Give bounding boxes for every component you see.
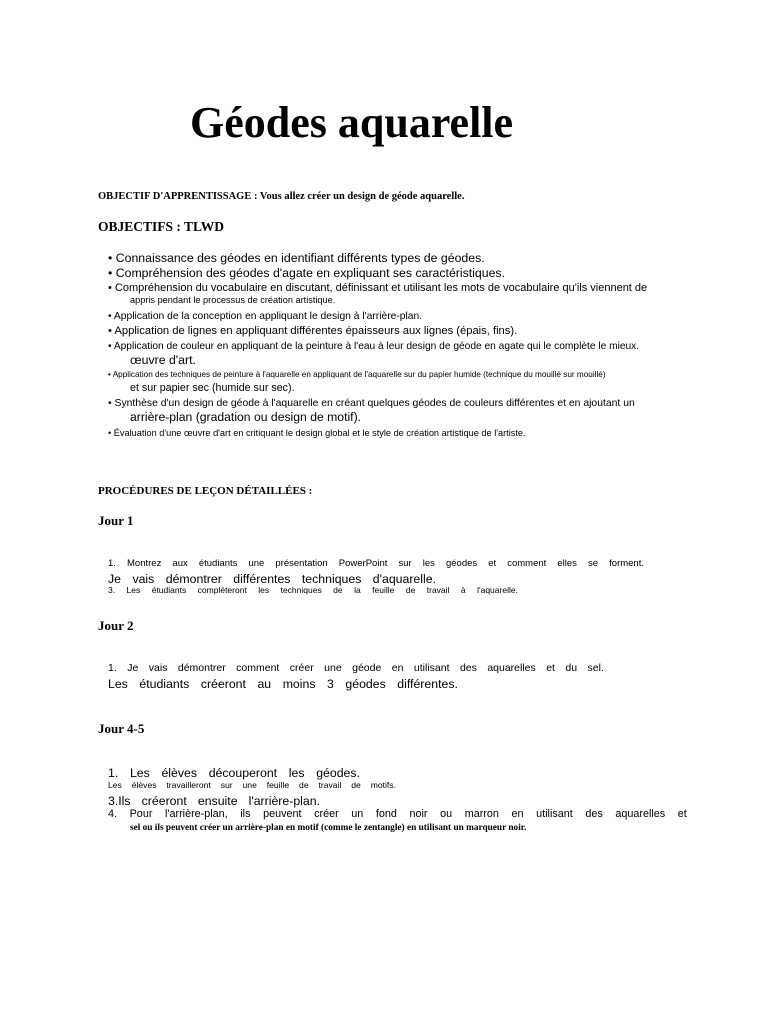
day-heading: Jour 1 (98, 513, 134, 528)
objective-item: • Application de couleur en appliquant de la peinture à l'eau à leur design de géode en agate qui le complète le mieux. (108, 341, 640, 352)
procedures-heading: PROCÉDURES DE LEÇON DÉTAILLÉES : (98, 485, 313, 497)
objective-item: • Compréhension du vocabulaire en discutant, définissant et utilisant les mots de vocabulaire qu'ils viennent de (108, 282, 648, 294)
objective-item-continuation: œuvre d'art. (130, 353, 196, 367)
day-step: Je vais démontrer différentes techniques d'aquarelle. (108, 572, 436, 586)
objective-item: • Synthèse d'un design de géode à l'aquarelle en créant quelques géodes de couleurs différentes et en ajoutant un (108, 398, 635, 409)
objective-item: • Compréhension des géodes d'agate en expliquant ses caractéristiques. (108, 266, 505, 280)
objective-item-continuation: et sur papier sec (humide sur sec). (130, 382, 295, 394)
objective-item-continuation: appris pendant le processus de création artistique. (130, 295, 336, 305)
day-step: 3. Les étudiants compléteront les techniques de la feuille de travail à l'aquarelle. (108, 585, 518, 595)
objective-item: • Application des techniques de peinture à l'aquarelle en appliquant de l'aquarelle sur du papier humide (technique du mouillé sur mouillé) (108, 370, 606, 379)
day-step: Les élèves travailleront sur une feuille de travail de motifs. (108, 780, 396, 790)
day-step: 4. Pour l'arrière-plan, ils peuvent créer un fond noir ou marron en utilisant des aquarelles et (108, 808, 687, 820)
objectives-heading: OBJECTIFS : TLWD (98, 219, 225, 234)
learning-objective (98, 191, 464, 202)
learning-objective-text: : Vous allez créer un design de géode aquarelle. (251, 191, 465, 202)
objective-item: • Application de lignes en appliquant différentes épaisseurs aux lignes (épais, fins). (108, 325, 518, 337)
objective-item-continuation: arrière-plan (gradation ou design de motif). (130, 410, 362, 424)
document-title: Géodes aquarelle (190, 98, 514, 147)
day-step: 3.Ils créeront ensuite l'arrière-plan. (108, 794, 320, 808)
day-heading: Jour 2 (98, 618, 134, 633)
day-step: 1. Je vais démontrer comment créer une géode en utilisant des aquarelles et du sel. (108, 662, 604, 674)
day-step: 1. Les élèves découperont les géodes. (108, 766, 360, 780)
objective-item: • Application de la conception en appliquant le design à l'arrière-plan. (108, 311, 423, 322)
objective-item: • Évaluation d'une œuvre d'art en critiquant le design global et le style de création artistique de l'artiste. (108, 428, 526, 438)
day-step: 1. Montrez aux étudiants une présentation PowerPoint sur les géodes et comment elles se forment. (108, 558, 644, 569)
day-step-continuation: sel ou ils peuvent créer un arrière-plan en motif (comme le zentangle) en utilisant un marqueur noir. (130, 823, 527, 833)
day-step: Les étudiants créeront au moins 3 géodes différentes. (108, 677, 458, 691)
day-heading: Jour 4-5 (98, 721, 145, 736)
learning-objective-label: OBJECTIF D'APPRENTISSAGE (98, 191, 252, 202)
objective-item: • Connaissance des géodes en identifiant différents types de géodes. (108, 251, 485, 265)
